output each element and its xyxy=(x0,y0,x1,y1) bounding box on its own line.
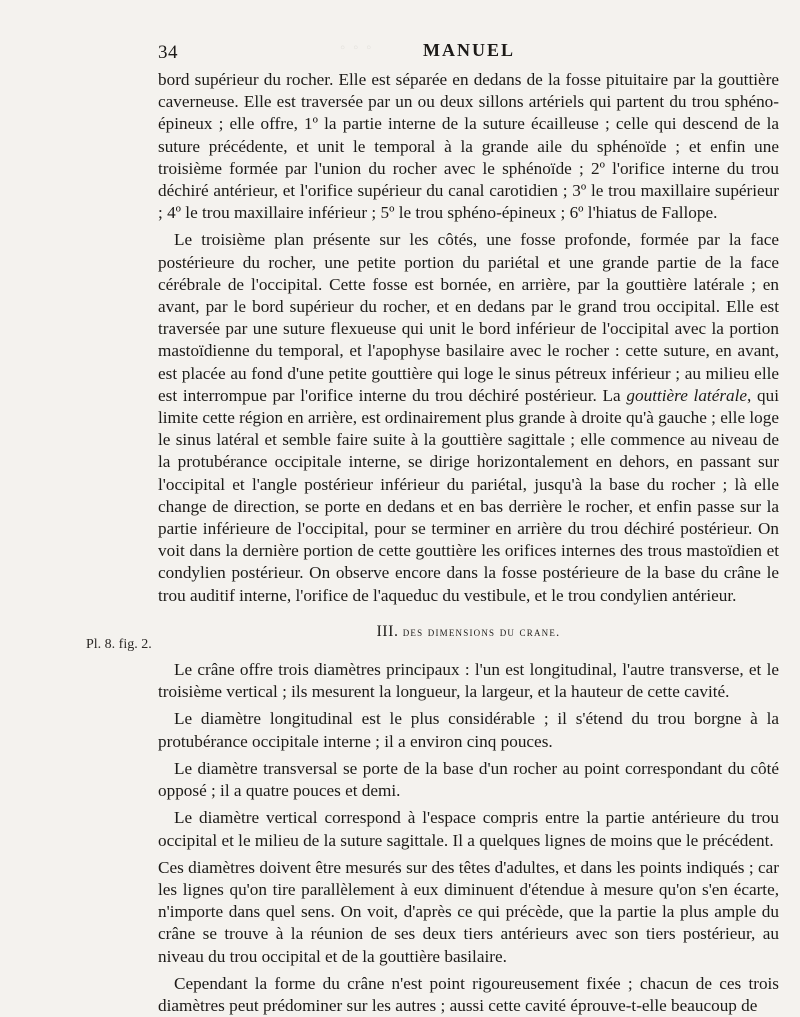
paragraph-text: , qui limite cette région en arrière, est ordinairement plus grande à droite qu'à gauche ; elle loge le sinus latéral et semble faire suite à la gouttière sagittale ; elle commence au niveau de la protubérance occipitale interne, se dirige horizontalement en dehors, en passant sur l'occipital et l'angle postérieur inférieur du pariétal, jusqu'à la base du rocher ; là elle change de direction, se porte en dedans et en bas derrière le rocher, et enfin passe sur la partie inférieure de l'occipital, pour se terminer en arrière du trou déchiré postérieur. On voit dans la dernière portion de cette gouttière les orifices internes des trous mastoïdien et condylien postérieur. On observe encore dans la fosse postérieure de la base du crâne le trou auditif interne, l'orifice de l'aqueduc du vestibule, et le trou condylien antérieur. xyxy=(158,385,780,605)
page-body xyxy=(158,69,779,1017)
paragraph-longitudinal-diameter: Le diamètre longitudinal est le plus considérable ; il s'étend du trou borgne à la protubérance occipitale interne ; il a environ cinq pouces. xyxy=(158,709,779,751)
paragraph-vertical-diameter: Le diamètre vertical correspond à l'espace compris entre la partie antérieure du trou occipital et le milieu de la suture sagittale. Il a quelques lignes de moins que le précédent. xyxy=(158,808,779,850)
paragraph-transverse-diameter: Le diamètre transversal se porte de la base d'un rocher au point correspondant du côté opposé ; il a quatre pouces et demi. xyxy=(158,758,779,801)
section-numeral: III. xyxy=(376,622,399,640)
section-title: des dimensions du crane. xyxy=(402,623,561,639)
page-number: 34 xyxy=(158,42,178,63)
running-title: MANUEL xyxy=(423,40,515,60)
paragraph-text: Le troisième plan présente sur les côtés, une fosse profonde, formée par la face postérieure du rocher, une petite portion du pariétal et une grande partie de la face cérébrale de l'occipital. Cette fosse est bornée, en arrière, par la gouttière latérale ; en avant, par le bord supérieur du rocher, et en dedans par le grand trou occipital. Elle est traversée par une suture flexueuse qui unit le bord inférieur de l'occipital avec la portion mastoïdienne du temporal, et l'apophyse basilaire avec le rocher : cette suture, en avant, est placée au fond d'une petite gouttière qui loge le sinus pétreux inférieur ; au milieu elle est interrompue par l'orifice interne du trou déchiré postérieur. La xyxy=(158,230,779,405)
paragraph-measurement: Ces diamètres doivent être mesurés sur des têtes d'adultes, et dans les points indiqués ; car les lignes qu'on tire parallèlement à eux diminuent d'étendue à mesure qu'on s'en écarte, n'importe dans quel sens. On voit, d'après ce qui précède, que la partie la plus ample du crâne se trouve à la réunion de ses deux tiers antérieurs avec son tiers postérieur, au niveau du trou occipital et de la gouttière basilaire. xyxy=(158,857,779,966)
paragraph-continuation: bord supérieur du rocher. Elle est séparée en dedans de la fosse pituitaire par la gouttière caverneuse. Elle est traversée par un ou deux sillons artériels qui partent du trou sphéno-épineux ; elle offre, 1º la partie interne de la suture écailleuse ; celle qui descend de la suture précédente, et unit le temporal à la grande aile du sphénoïde ; et enfin une troisième formée par l'union du rocher avec le sphénoïde ; 2º l'orifice interne du trou déchiré antérieur, et l'orifice supérieur du canal carotidien ; 3º le trou maxillaire supérieur ; 4º le trou maxillaire inférieur ; 5º le trou sphéno-épineux ; 6º l'hiatus de Fallope. xyxy=(158,70,779,223)
show-through-text: ◦ ◦ ◦ xyxy=(340,40,374,56)
paragraph-third-plane xyxy=(158,229,779,606)
section-heading xyxy=(158,621,779,643)
margin-note-plate-reference: Pl. 8. fig. 2. xyxy=(86,637,152,652)
paragraph-diameters-intro: Le crâne offre trois diamètres principaux : l'un est longitudinal, l'autre transverse, et le troisième vertical ; ils mesurent la longueur, la largeur, et la hauteur de cette cavité. xyxy=(158,660,779,702)
paragraph-form-variation: Cependant la forme du crâne n'est point rigoureusement fixée ; chacun de ces trois diamètres peut prédominer sur les autres ; aussi cette cavité éprouve-t-elle beaucoup de xyxy=(158,973,779,1015)
italic-term: gouttière latérale xyxy=(626,385,748,405)
page-header xyxy=(158,40,778,64)
